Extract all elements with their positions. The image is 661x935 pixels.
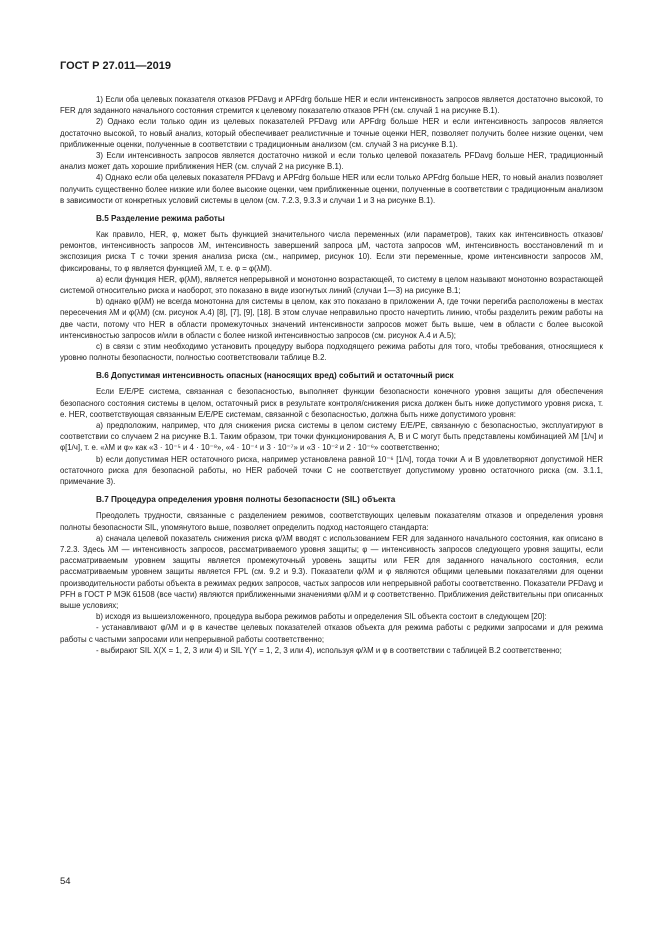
- paragraph: b) если допустимая HER остаточного риска, например установлена равной 10⁻⁶ [1/ч], тогда точки А и В удовлетворяют допустимой HER остаточного риска для безопасной работы, но HER рабочей точки С не соответствует допустимому уровню остаточного риска (см. 3.1.1, примечание 3).: [60, 454, 603, 487]
- paragraph: - выбирают SIL X(X = 1, 2, 3 или 4) и SIL Y(Y = 1, 2, 3 или 4), используя φ/λM и φ в соответствии с таблицей В.2 соответственно;: [96, 645, 562, 655]
- page-number: 54: [60, 876, 71, 887]
- paragraph: 2) Однако если только один из целевых показателей PFDavg или APFdrg больше HER и если интенсивность запросов является достаточно высокой, то новый анализ, который обеспечивает реалистичные и точные оценки HER, позволяет получить более низкие оценки, чем приближенные оценки, полученные в соответствии с традиционным анализом (см. случай 3 на рисунке В.1).: [60, 117, 603, 149]
- section-heading: В.6 Допустимая интенсивность опасных (наносящих вред) событий и остаточный риск: [96, 371, 454, 381]
- section-heading: В.7 Процедура определения уровня полноты безопасности (SIL) объекта: [96, 495, 396, 505]
- paragraph: 3) Если интенсивность запросов является достаточно низкой и если только целевой показатель PFDavg больше HER, традиционный анализ может дать хорошие приближения HER (см. случай 2 на рисунке В.1).: [60, 151, 603, 172]
- paragraph: a) если функция HER, φ(λM), является непрерывной и монотонно возрастающей, то систему в целом называют монотонно возрастающей системой относительно риска и наоборот, это показано в виде изогнутых линий (случаи 1—3) на рисунке В.1;: [60, 274, 603, 296]
- paragraph: a) сначала целевой показатель снижения риска φ/λM вводят с использованием FER для заданного начального состояния, как описано в 7.2.3. Здесь λM — интенсивность запросов, рассматриваемого уровня защиты; φ — интенсивность запросов следующего уровня защиты, если рассматриваемым уровнем защиты является промежуточный уровень защиты или FER для заданного начального состояния, если рассматриваемым уровнем защиты является FPL (см. 9.2 и 9.3). Показатели φ/λM и φ являются общими целевыми показателями для оценки производительности работы объекта в режимах редких запросов, частых запросов или непрерывной работы соответственно. Показатели PFDavg и PFH в ГОСТ Р МЭК 61508 (все части) являются приближенными значениями φ/λM и φ соответственно. Приближения действительны при описанных выше условиях;: [60, 533, 603, 610]
- document-code: ГОСТ Р 27.011—2019: [60, 60, 171, 72]
- paragraph: Преодолеть трудности, связанные с разделением режимов, соответствующих целевым показателям отказов и определения уровня полноты безопасности SIL, упомянутого выше, позволяет определить подход настоящего стандарта:: [60, 511, 603, 532]
- paragraph: Если Е/Е/РЕ система, связанная с безопасностью, выполняет функции безопасности конечного уровня защиты для обеспечения безопасного состояния системы в целом, остаточный риск в результате контроля/снижения риска должен быть ниже допустимого уровня риска, т. е. HER, соответствующая связанным Е/Е/РЕ системам, связанной с безопасностью, должна быть ниже допустимого уровня:: [60, 387, 603, 419]
- paragraph: b) однако φ(λM) не всегда монотонна для системы в целом, как это показано в приложении А, где точки перегиба расположены в местах пересечения λM и φ(λM) (см. рисунок А.4) [8], [7], [9], [18]. В этом случае неправильно просто начертить линию, чтобы разделить режим работы на две части, потому что HER в области промежуточных значений интенсивности запросов может быть выше, чем в области с более высокой интенсивностью запросов и/или в области с более низкой интенсивностью запросов (см. рисунок А.4 и А.5);: [60, 297, 603, 340]
- paragraph: b) исходя из вышеизложенного, процедура выбора режимов работы и определения SIL объекта состоит в следующем [20]:: [96, 612, 547, 622]
- paragraph: a) предположим, например, что для снижения риска системы в целом систему Е/Е/РЕ, связанную с безопасностью, эксплуатируют в соответствии со случаем 2 на рисунке В.1. Таким образом, три точки функционирования А, В и С могут быть представлены комбинацией λM [1/ч] и φ[1/ч], т. е. «λM и φ» как «3 · 10⁻⁵ и 4 · 10⁻⁸», «4 · 10⁻⁴ и 3 · 10⁻⁷» и «3 · 10⁻² и 2 · 10⁻⁶» соответственно;: [60, 421, 603, 453]
- paragraph: Как правило, HER, φ, может быть функцией значительного числа переменных (или параметров), таких как интенсивность отказов/ремонтов, интенсивность запросов λM, интенсивность завершений запроса μM, частота запросов wM, интенсивность восстановлений m и экспозиция риска T с точки зрения анализа риска (см., например, рисунок 10). Если эти переменные, кроме интенсивности запросов λM, фиксированы, то φ является функцией λM, т. е. φ = φ(λM).: [60, 230, 603, 273]
- document-body: [60, 94, 603, 656]
- paragraph: 4) Однако если оба целевых показателя PFDavg и APFdrg больше HER или если только APFdrg больше HER, то новый анализ позволяет получить существенно более низкие или более высокие оценки, чем приближенные оценки, полученные в соответствии с традиционным анализом в зависимости от конкретных условий системы в целом (см. 7.2.3, 9.3.3 и случаи 1 и 3 на рисунке В.1).: [60, 173, 603, 205]
- paragraph: - устанавливают φ/λM и φ в качестве целевых показателей отказов объекта для режима работы с редкими запросами и для режима работы с частыми запросами или непрерывной работы соответственно;: [60, 623, 603, 644]
- paragraph: 1) Если оба целевых показателя отказов PFDavg и APFdrg больше HER и если интенсивность запросов является достаточно высокой, то FER для заданного начального состояния стремится к целевому показателю отказов PFH (см. случай 1 на рисунке В.1).: [60, 95, 603, 116]
- section-heading: В.5 Разделение режима работы: [96, 214, 225, 224]
- paragraph: c) в связи с этим необходимо установить процедуру выбора подходящего режима работы для того, чтобы требования, относящиеся к уровню полноты безопасности, полностью соответствовали таблице В.2.: [60, 342, 603, 363]
